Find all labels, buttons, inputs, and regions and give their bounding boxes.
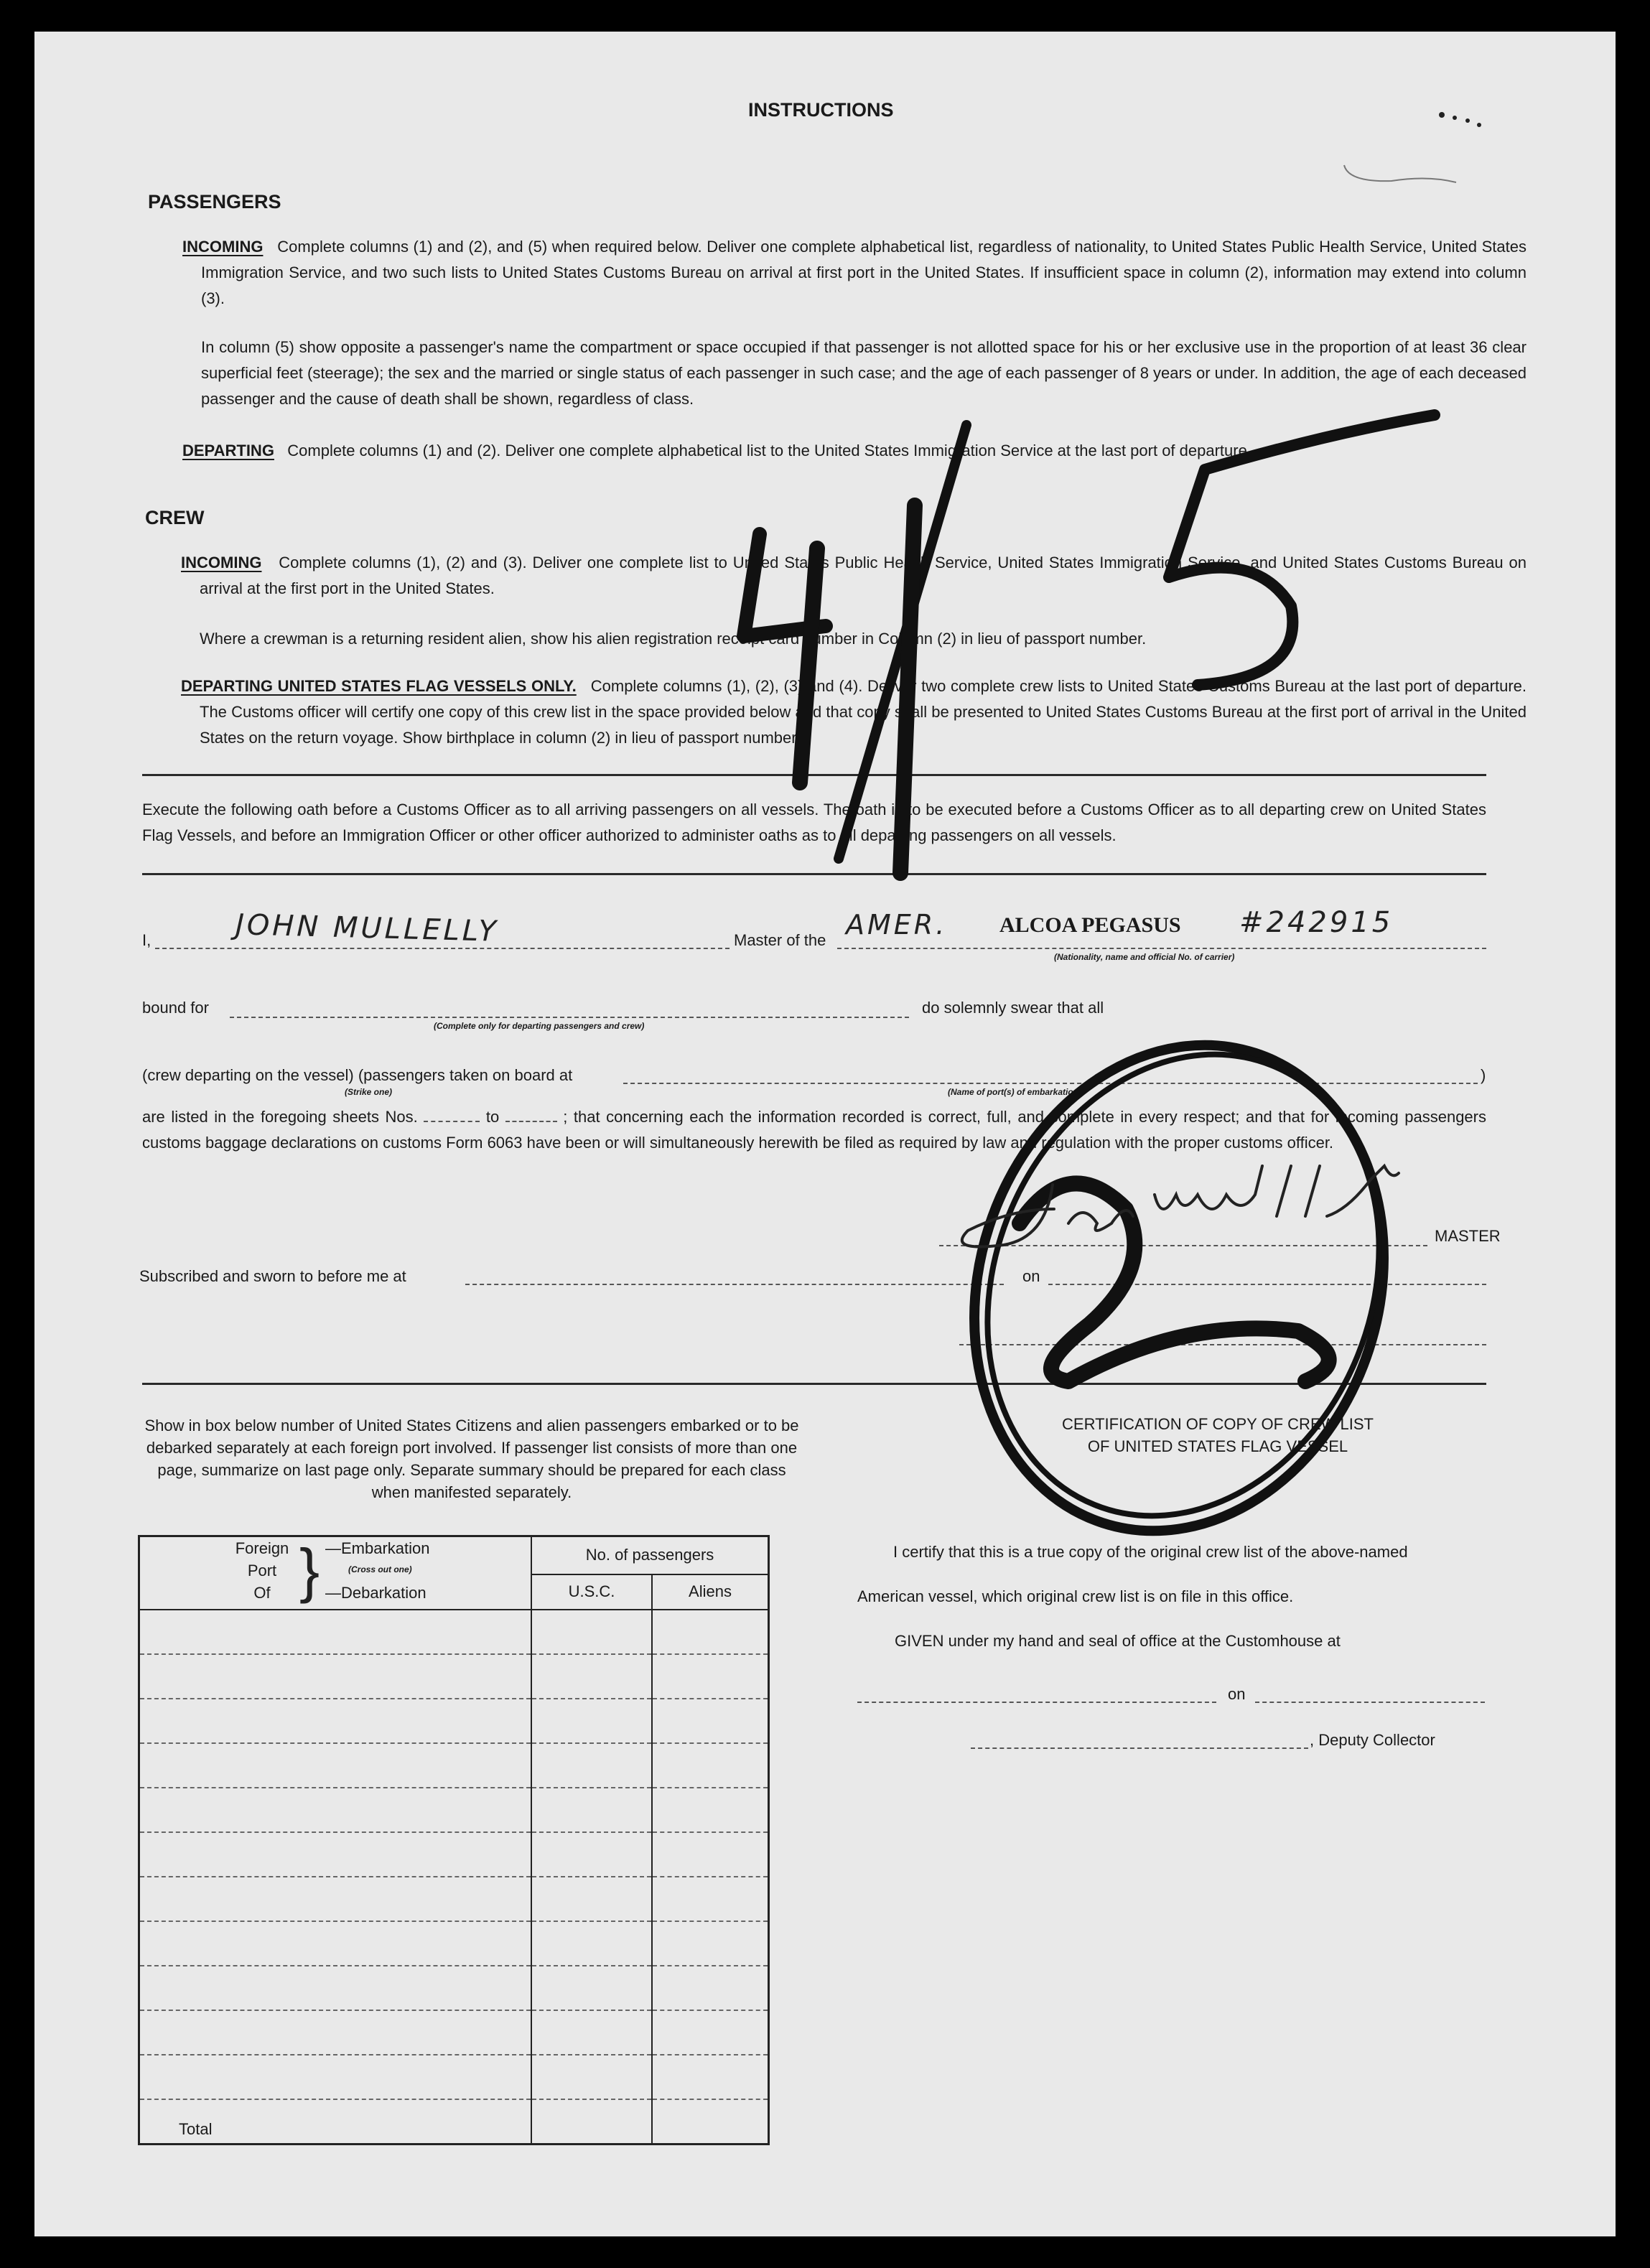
row-aliens-cell[interactable] [652, 2010, 769, 2055]
to-label: to [485, 1108, 500, 1126]
sheet-to-line [505, 1121, 557, 1122]
row-usc-cell[interactable] [531, 1788, 652, 1832]
bound-for-caption: (Complete only for departing passengers and crew) [434, 1021, 645, 1031]
table-row [139, 1610, 769, 1654]
stray-marks [1344, 112, 1481, 182]
row-aliens-cell[interactable] [652, 1832, 769, 1877]
summary-rows [139, 1610, 769, 2099]
crew-resident-paragraph: Where a crewman is a returning resident alien, show his alien registration receipt card number in Column (2) in lieu of passport number. [200, 630, 1147, 648]
col-port: Port [247, 1562, 277, 1579]
crew-heading: CREW [145, 507, 205, 528]
deputy-collector-label: , Deputy Collector [1310, 1731, 1435, 1749]
certification-date-line [1255, 1702, 1485, 1703]
deputy-collector-line [971, 1747, 1308, 1749]
master-signature-line [939, 1245, 1427, 1246]
passengers-heading: PASSENGERS [148, 191, 281, 213]
crew-departing-label: DEPARTING UNITED STATES FLAG VESSELS ONLY. [181, 677, 577, 695]
crew-departing-text: Complete columns (1), (2), (3) and (4). Deliver two complete crew lists to United States Customs Bureau at the last port of departure. The Customs officer will certify one copy of this crew list in the space provided below and that copy shall be presented to United States Customs Bureau at the first port of arrival in the United States on the return voyage. Show birthplace in column (2) in lieu of passport number. [200, 677, 1527, 747]
row-usc-cell[interactable] [531, 1921, 652, 1966]
table-row [139, 1788, 769, 1832]
strike-one-caption: (Strike one) [345, 1087, 393, 1097]
listed-paragraph [142, 1104, 1486, 1156]
subscribed-date-line [1048, 1284, 1486, 1285]
master-of-label: Master of the [734, 931, 826, 949]
official-number-handwritten: #242915 [1239, 906, 1394, 939]
divider [142, 873, 1486, 875]
sheet-from-line [424, 1121, 480, 1122]
passengers-column5-paragraph: In column (5) show opposite a passenger's name the compartment or space occupied if that passenger is not allotted space for his or her exclusive use in the proportion of at least 36 clear superficial feet (steerage); the sex and the married or single status of each passenger in such case; and the age of each passenger of 8 years or under. In addition, the age of each deceased passenger and the cause of death shall be shown, regardless of class. [201, 338, 1527, 408]
divider [142, 774, 1486, 776]
row-aliens-cell[interactable] [652, 1654, 769, 1699]
row-aliens-cell[interactable] [652, 1610, 769, 1654]
row-aliens-cell[interactable] [652, 1966, 769, 2010]
master-name-handwritten: JOHN MULLELLY [235, 908, 500, 948]
divider [142, 1383, 1486, 1385]
row-port-cell[interactable] [139, 1921, 532, 1966]
close-paren: ) [1481, 1066, 1486, 1084]
nationality-caption: (Nationality, name and official No. of carrier) [1054, 952, 1235, 962]
crew-incoming-paragraph [181, 550, 1527, 602]
usc-header: U.S.C. [531, 1574, 652, 1610]
oath-i-label: I, [142, 931, 152, 949]
row-usc-cell[interactable] [531, 2010, 652, 2055]
passengers-departing-paragraph [182, 438, 1527, 464]
row-port-cell[interactable] [139, 1699, 532, 1743]
bound-for-label: bound for [142, 999, 209, 1017]
listed-label: are listed in the foregoing sheets Nos. [142, 1108, 418, 1126]
row-port-cell[interactable] [139, 2055, 532, 2099]
given-text: GIVEN under my hand and seal of office at the Customhouse at [895, 1632, 1341, 1650]
row-port-cell[interactable] [139, 1966, 532, 2010]
row-usc-cell[interactable] [531, 1654, 652, 1699]
master-label: MASTER [1435, 1227, 1501, 1245]
row-port-cell[interactable] [139, 1832, 532, 1877]
col-foreign: Foreign [235, 1539, 289, 1557]
nationality-handwritten: AMER. [846, 909, 948, 941]
american-vessel-text: American vessel, which original crew list is on file in this office. [857, 1587, 1294, 1605]
row-port-cell[interactable] [139, 1610, 532, 1654]
vessel-line [837, 948, 1486, 949]
crew-passengers-label: (crew departing on the vessel) (passengers taken on board at [142, 1066, 573, 1084]
master-name-line [155, 948, 730, 949]
master-signature [962, 1166, 1399, 1247]
port-header-labels [233, 1537, 291, 1604]
page-title: INSTRUCTIONS [748, 99, 894, 121]
certification-title-line1: CERTIFICATION OF COPY OF CREW LIST [1062, 1415, 1374, 1433]
circled-number-handwritten [913, 991, 1446, 1585]
vessel-name: ALCOA PEGASUS [999, 913, 1181, 937]
row-port-cell[interactable] [139, 1654, 532, 1699]
row-port-cell[interactable] [139, 1788, 532, 1832]
total-label: Total [139, 2099, 532, 2144]
row-aliens-cell[interactable] [652, 1921, 769, 1966]
row-usc-cell[interactable] [531, 1832, 652, 1877]
bound-for-line [230, 1017, 909, 1018]
oath-intro: Execute the following oath before a Customs Officer as to all arriving passengers on all vessels. The oath is to be executed before a Customs Officer as to all departing crew on United States Flag Vessels, and before an Immigration Officer or other officer authorized to administer oaths as to all departing passengers on all vessels. [142, 801, 1486, 844]
row-usc-cell[interactable] [531, 1966, 652, 2010]
table-row [139, 2055, 769, 2099]
port-caption: (Name of port(s) of embarkation) [948, 1087, 1082, 1097]
subscribed-on-label: on [1022, 1267, 1040, 1285]
crew-incoming-text: Complete columns (1), (2) and (3). Deliver one complete list to United States Public Health Service, United States Immigration Service, and United States Customs Bureau on arrival at the first port in the United States. [200, 554, 1527, 597]
row-usc-cell[interactable] [531, 1610, 652, 1654]
subscribed-place-line [465, 1284, 1004, 1285]
passengers-departing-text: Complete columns (1) and (2). Deliver one complete alphabetical list to the United States Immigration Service at the last port of departure. [287, 442, 1252, 459]
certification-title [1002, 1413, 1433, 1457]
cross-out-caption: (Cross out one) [348, 1564, 412, 1574]
port-header-cell [139, 1536, 532, 1610]
embarkation-port-line [623, 1083, 1478, 1084]
brace-icon: } [299, 1536, 320, 1604]
passengers-incoming-label: INCOMING [182, 238, 264, 256]
row-aliens-cell[interactable] [652, 1743, 769, 1788]
row-aliens-cell[interactable] [652, 1877, 769, 1921]
swear-label: do solemnly swear that all [922, 999, 1104, 1017]
row-usc-cell[interactable] [531, 1877, 652, 1921]
passengers-incoming-paragraph [182, 234, 1527, 312]
aliens-header: Aliens [652, 1574, 769, 1610]
crew-departing-paragraph [181, 673, 1527, 751]
row-port-cell[interactable] [139, 1743, 532, 1788]
total-usc-cell[interactable] [531, 2099, 652, 2144]
passengers-departing-label: DEPARTING [182, 442, 274, 459]
summary-instructions: Show in box below number of United States Citizens and alien passengers embarked or to be debarked separately at each foreign port involved. If passenger list consists of more than one page, summarize on last page only. Separate summary should be prepared for each class when manifested separately. [144, 1417, 799, 1501]
table-row [139, 1699, 769, 1743]
row-usc-cell[interactable] [531, 2055, 652, 2099]
table-row [139, 1966, 769, 2010]
listed-text: ; that concerning each the information recorded is correct, full, and complete in every respect; and that for incoming passengers customs baggage declarations on customs Form 6063 have been or will simultaneously herewith be filed as required by law and regulation with the proper customs officer. [142, 1108, 1486, 1152]
certify-text: I certify that this is a true copy of the original crew list of the above-named [893, 1543, 1408, 1561]
table-row [139, 1654, 769, 1699]
document-page [34, 32, 1616, 2236]
row-usc-cell[interactable] [531, 1743, 652, 1788]
table-row [139, 2010, 769, 2055]
embarkation-label: —Embarkation [325, 1539, 430, 1557]
passenger-summary-table [138, 1535, 770, 2145]
table-row [139, 1743, 769, 1788]
table-row [139, 1921, 769, 1966]
row-aliens-cell[interactable] [652, 2055, 769, 2099]
certification-on-label: on [1228, 1685, 1246, 1703]
certification-title-line2: OF UNITED STATES FLAG VESSEL [1087, 1437, 1348, 1455]
table-row [139, 1832, 769, 1877]
row-aliens-cell[interactable] [652, 1699, 769, 1743]
officer-signature-line [959, 1344, 1486, 1345]
no-passengers-header: No. of passengers [531, 1536, 769, 1574]
total-aliens-cell[interactable] [652, 2099, 769, 2144]
row-port-cell[interactable] [139, 1877, 532, 1921]
table-row [139, 1877, 769, 1921]
subscribed-label: Subscribed and sworn to before me at [139, 1267, 406, 1285]
passengers-incoming-text: Complete columns (1) and (2), and (5) when required below. Deliver one complete alphabetical list, regardless of nationality, to United States Public Health Service, United States Immigration Service, and two such lists to United States Customs Bureau on arrival at first port in the United States. If insufficient space in column (2), information may extend into column (3). [201, 238, 1527, 307]
customhouse-line [857, 1702, 1216, 1703]
row-usc-cell[interactable] [531, 1699, 652, 1743]
row-aliens-cell[interactable] [652, 1788, 769, 1832]
row-port-cell[interactable] [139, 2010, 532, 2055]
col-of: Of [253, 1584, 271, 1602]
crew-incoming-label: INCOMING [181, 554, 262, 571]
debarkation-label: —Debarkation [325, 1584, 427, 1602]
